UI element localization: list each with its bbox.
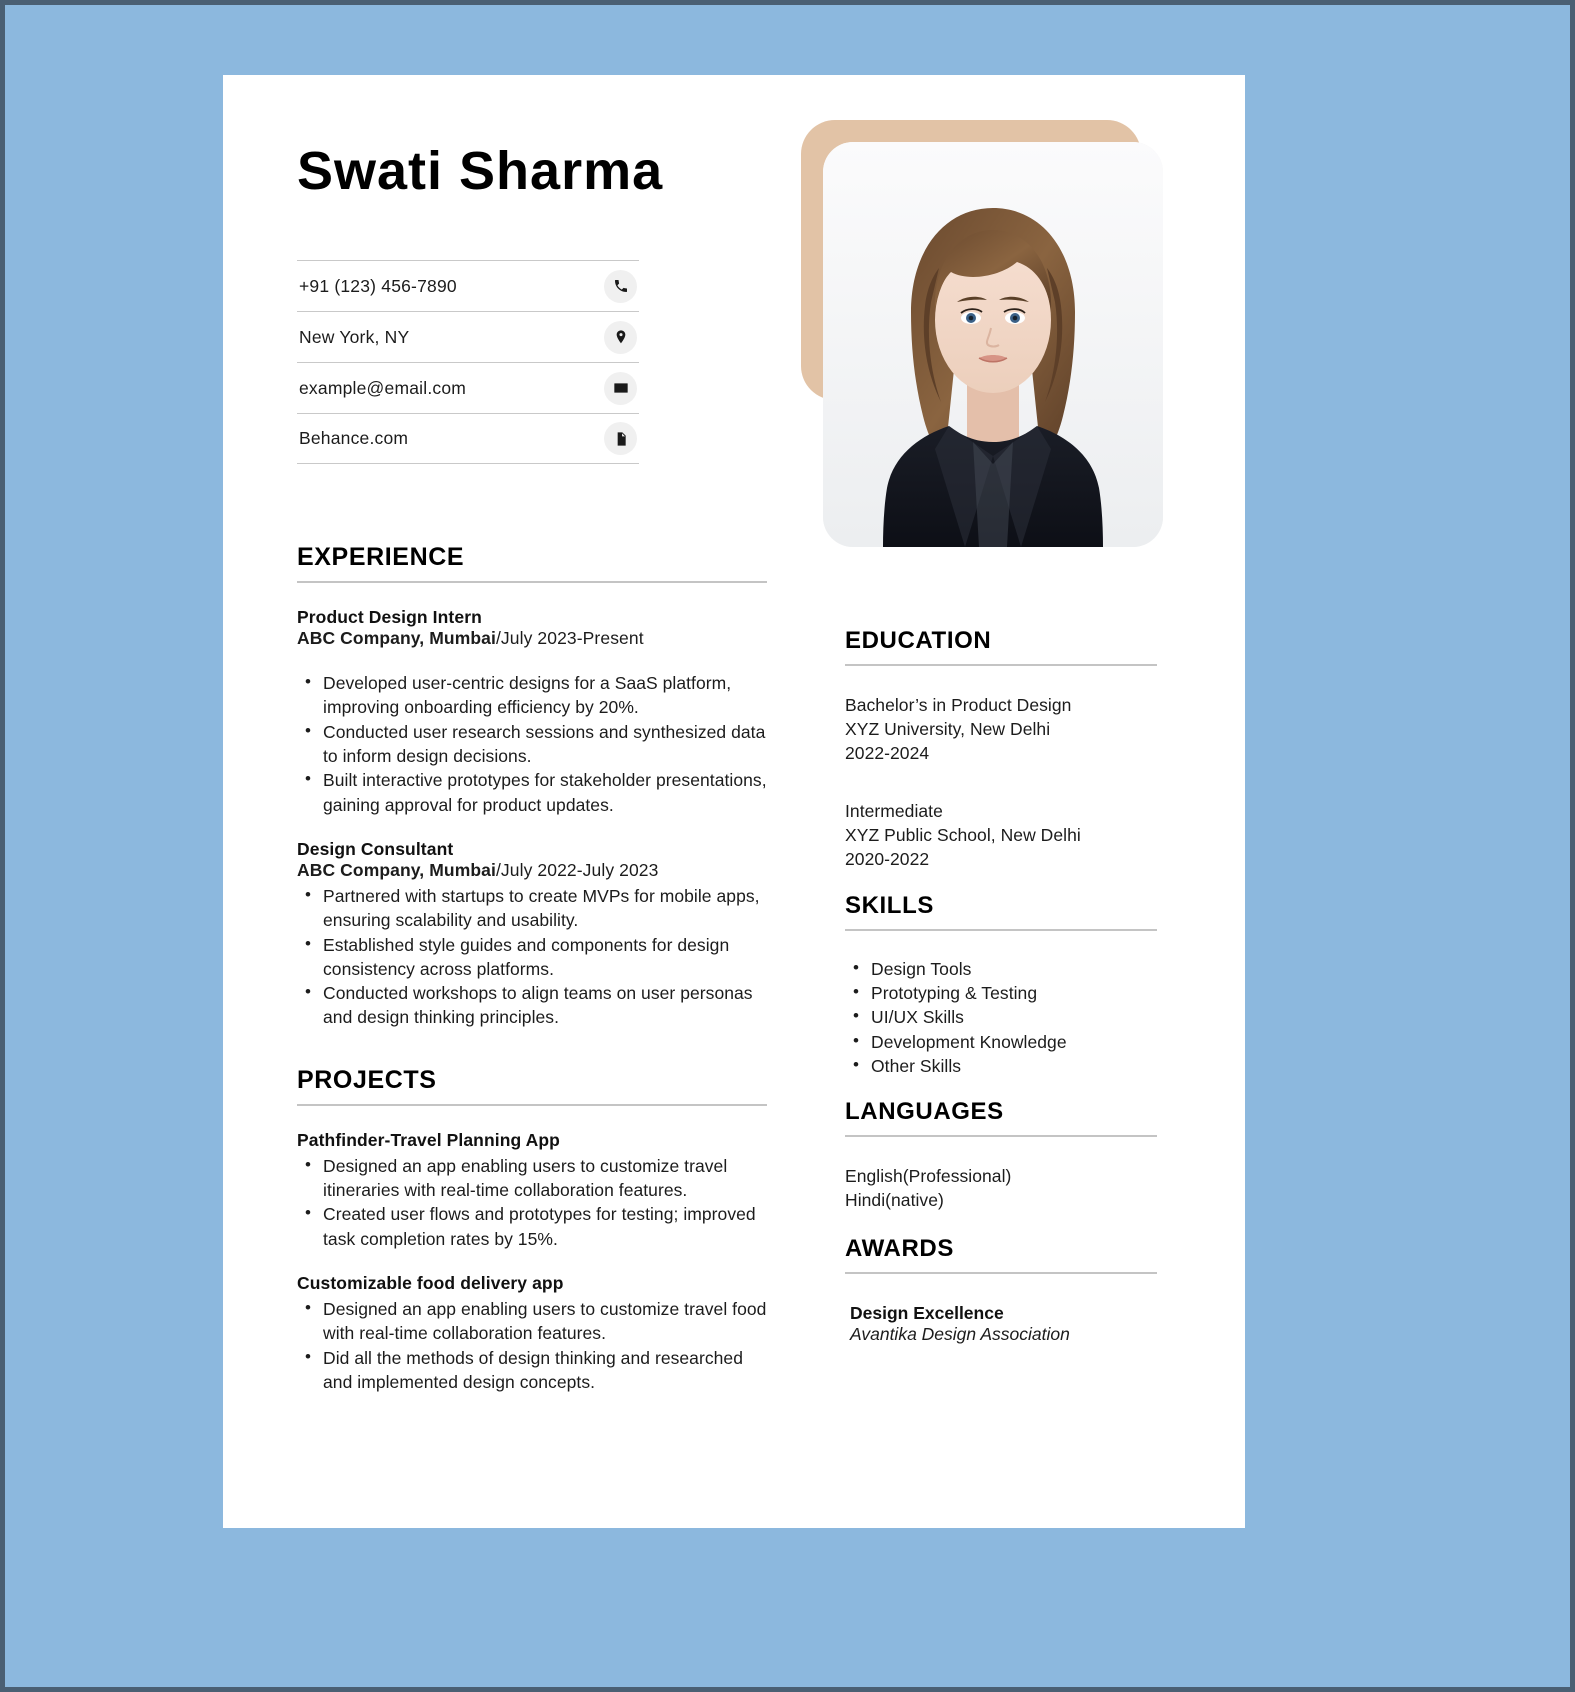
project-name: Pathfinder-Travel Planning App [297,1129,560,1150]
section-title-skills: SKILLS [845,892,1157,931]
contact-phone-text: +91 (123) 456-7890 [299,275,457,296]
job-company: ABC Company, Mumbai [297,859,496,880]
list-item: • Designed an app enabling users to customize travel itineraries with real-time collaboration features. [297,1154,767,1203]
list-item: • Other Skills [845,1054,1157,1078]
job-dates: July 2022-July 2023 [500,859,659,880]
education-degree: Bachelor’s in Product Design [845,695,1072,715]
job-bullet-list [297,671,767,817]
contact-email-text: example@email.com [299,377,467,398]
experience-entry [297,839,767,1030]
award-entry [845,1303,1157,1345]
job-separator: / [495,859,501,880]
award-organization: Avantika Design Association [850,1324,1070,1345]
list-item: • Established style guides and components for design consistency across platforms. [297,933,767,982]
list-item: • Prototyping & Testing [845,981,1157,1005]
list-item: • UI/UX Skills [845,1005,1157,1029]
page-title: Swati Sharma [297,141,664,201]
contact-location-text: New York, NY [299,326,410,347]
job-company-dates [297,628,767,649]
award-name: Design Excellence [850,1303,1004,1324]
education-degree: Intermediate [845,800,943,821]
education-school: XYZ Public School, New Delhi [845,824,1081,845]
education-entry [845,800,1157,872]
project-name: Customizable food delivery app [297,1273,564,1293]
list-item: • Conducted workshops to align teams on user personas and design thinking principles. [297,981,767,1030]
skills-list [845,957,1157,1079]
job-bullet-list [297,884,767,1030]
project-bullet-list [297,1154,767,1251]
portrait-illustration [823,142,1163,547]
languages-list [845,1165,1157,1213]
list-item: • Partnered with startups to create MVPs for mobile apps, ensuring scalability and usability. [297,884,767,933]
contact-row-location[interactable] [297,311,639,362]
education-entry [845,694,1157,766]
location-pin-icon [604,321,637,354]
project-bullet-list [297,1297,767,1394]
sidebar-column [845,627,1157,1345]
list-item: • Created user flows and prototypes for testing; improved task completion rates by 15%. [297,1202,767,1251]
main-column [297,543,767,1394]
list-item: Hindi(native) [845,1190,944,1211]
job-separator: / [495,628,501,648]
document-icon [604,422,637,455]
list-item: • Developed user-centric designs for a SaaS platform, improving onboarding efficiency by 20%. [297,671,767,720]
job-company-dates [297,860,767,881]
list-item: • Designed an app enabling users to customize travel food with real-time collaboration features. [297,1297,767,1346]
section-title-education: EDUCATION [845,627,1157,666]
portrait-photo [823,142,1163,547]
list-item: • Built interactive prototypes for stakeholder presentations, gaining approval for product updates. [297,768,767,817]
job-company: ABC Company, Mumbai [297,628,496,648]
phone-icon [604,270,637,303]
list-item: • Development Knowledge [845,1030,1157,1054]
contact-row-phone[interactable] [297,260,639,311]
section-title-projects: PROJECTS [297,1066,767,1106]
resume-document [223,75,1245,1528]
list-item: English(Professional) [845,1166,1012,1187]
list-item: • Did all the methods of design thinking and researched and implemented design concepts. [297,1346,767,1395]
job-role: Design Consultant [297,838,454,859]
avatar [801,120,1173,550]
section-title-languages: LANGUAGES [845,1098,1157,1137]
section-title-awards: AWARDS [845,1235,1157,1274]
envelope-icon [604,372,637,405]
education-school: XYZ University, New Delhi [845,718,1051,739]
section-title-experience: EXPERIENCE [297,543,767,583]
education-years: 2020-2022 [845,848,930,869]
contact-row-email[interactable] [297,362,639,413]
experience-entry [297,607,767,817]
project-entry [297,1130,767,1251]
contact-list [297,260,639,464]
education-years: 2022-2024 [845,742,930,763]
contact-row-portfolio[interactable] [297,413,639,464]
list-item: • Conducted user research sessions and synthesized data to inform design decisions. [297,720,767,769]
list-item: • Design Tools [845,957,1157,981]
job-dates: July 2023-Present [500,628,644,648]
contact-portfolio-text: Behance.com [299,428,409,448]
project-entry [297,1273,767,1394]
job-role: Product Design Intern [297,607,482,627]
